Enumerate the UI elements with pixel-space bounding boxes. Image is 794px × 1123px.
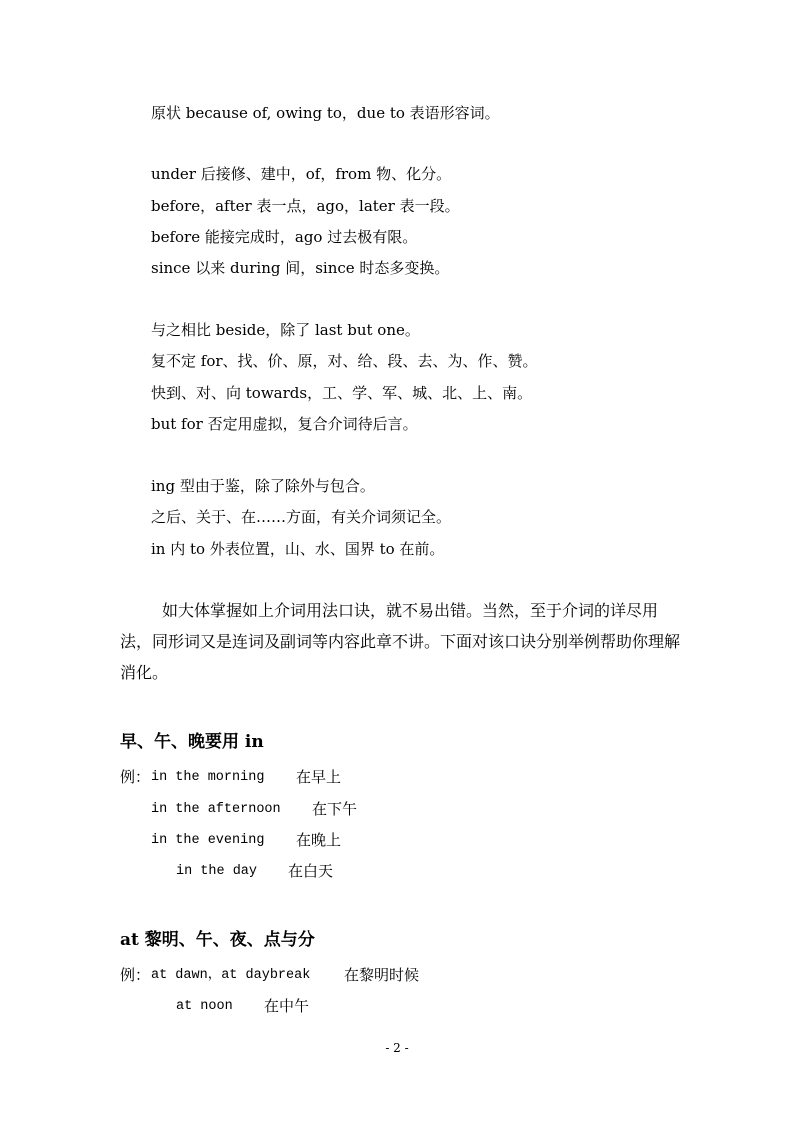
example-en: in the evening <box>151 833 265 848</box>
verse-line-8: 快到、对、向 towards，工、学、军、城、北、上、南。 <box>151 384 533 402</box>
verse-line-2: under 后接修、建中，of，from 物、化分。 <box>151 165 452 183</box>
verse-line-1: 原状 because of, owing to，due to 表语形容词。 <box>151 104 500 122</box>
verse-line-11: 之后、关于、在……方面，有关介词须记全。 <box>151 508 452 526</box>
verse-line-3: before，after 表一点，ago，later 表一段。 <box>151 197 460 215</box>
verse-line-10: ing 型由于鉴，除了除外与包合。 <box>151 477 375 495</box>
example-en: at dawn，at daybreak <box>151 968 311 983</box>
example-cn: 在晚上 <box>296 831 342 849</box>
example-cn: 在中午 <box>264 997 310 1015</box>
section-heading-morning: 早、午、晚要用 in <box>120 732 264 752</box>
example-en: in the day <box>176 864 258 879</box>
intro-paragraph: 如大体掌握如上介词用法口诀，就不易出错。当然，至于介词的详尽用法，同形词又是连词及副词等内容此章不讲。下面对该口诀分别举例帮助你理解消化。 <box>120 601 681 682</box>
example-cn: 在早上 <box>296 768 342 786</box>
example-en: in the afternoon <box>151 802 281 817</box>
verse-line-7: 复不定 for、找、价、原，对、给、段、去、为、作、赞。 <box>151 352 538 370</box>
verse-line-5: since 以来 during 间，since 时态多变换。 <box>151 259 450 277</box>
verse-line-6: 与之相比 beside，除了 last but one。 <box>151 321 420 339</box>
example-prefix: 例： <box>120 966 151 984</box>
example-cn: 在黎明时候 <box>344 966 420 984</box>
page-number: - 2 - <box>385 1041 409 1055</box>
verse-line-4: before 能接完成时，ago 过去极有限。 <box>151 228 418 246</box>
example-prefix: 例： <box>120 768 151 786</box>
section-heading-dawn: at 黎明、午、夜、点与分 <box>120 930 315 950</box>
example-en: at noon <box>176 999 233 1014</box>
example-en: in the morning <box>151 770 265 785</box>
example-cn: 在白天 <box>288 862 334 880</box>
example-cn: 在下午 <box>312 800 358 818</box>
verse-line-12: in 内 to 外表位置，山、水、国界 to 在前。 <box>151 540 445 558</box>
verse-line-9: but for 否定用虚拟，复合介词待后言。 <box>151 415 418 433</box>
